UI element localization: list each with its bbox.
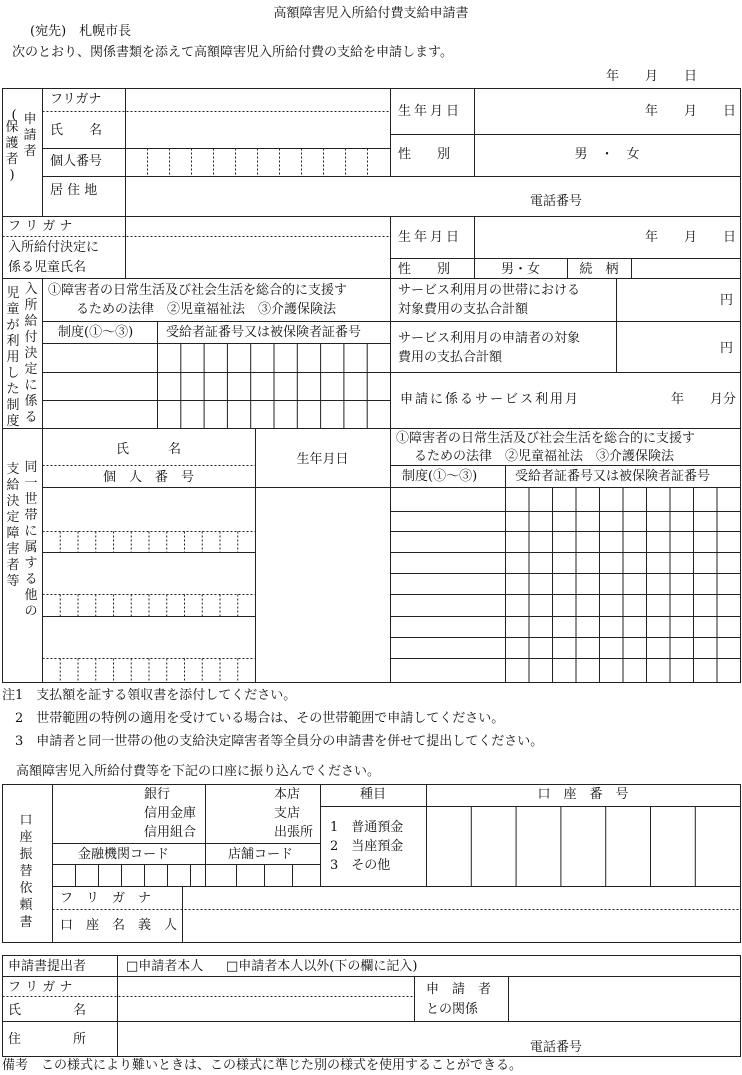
account-type-option-3[interactable]: 3 その他 [330,858,391,873]
note-1: 注1 支払額を証する領収書を添付してください。 [2,688,297,703]
child-furigana-field[interactable] [126,217,390,236]
submitter-relation-label-2: との関係 [426,1002,479,1017]
applicant-total-label-2: 費用の支払合計額 [398,350,503,365]
applicant-name-field[interactable] [126,112,390,148]
service-month-value[interactable]: 年 月分 [670,392,736,407]
applicant-total-field[interactable] [617,322,717,372]
household-law-line2: るための法律 ②児童福祉法 ③介護保険法 [414,449,675,464]
bank-name-field[interactable] [53,785,140,843]
intro-text: 次のとおり、関係書類を添えて高額障害児入所給付費の支給を申請します。 [12,45,453,60]
household-total-label-2: 対象費用の支払合計額 [398,302,529,317]
household-total-label-1: サービス利用月の世帯における [398,283,581,298]
system-col-header: 制度(①～③) [58,325,134,340]
branch-type-1: 本店 [274,787,301,802]
applicant-address-field[interactable] [126,177,740,216]
submitter-relation-label-1: 申 請 者 [426,982,492,997]
child-sex-value[interactable]: 男・女 [500,262,540,277]
child-furigana-label: フ リ ガ ナ [8,219,73,234]
account-number-label: 口 座 番 号 [537,787,629,802]
branch-code-label: 店舗コード [228,847,294,862]
application-date[interactable]: 年 月 日 [606,69,698,84]
child-birth-label: 生年月日 [398,230,463,245]
applicant-sex-value[interactable]: 男 ・ 女 [574,147,640,162]
applicant-name-label: 氏 名 [50,123,103,138]
form-title: 高額障害児入所給付費支給申請書 [273,6,469,21]
system-section-label-b: 児 童 が 利 用 し た 制 度 [6,286,20,429]
household-system-col: 制度(①～③) [402,469,478,484]
holder-name-field[interactable] [183,910,740,942]
applicant-total-label-1: サービス利用月の申請者の対象 [398,331,581,346]
submitter-relation-field[interactable] [509,977,740,1021]
bank-type-1: 銀行 [144,787,171,802]
bank-code-label: 金融機関コード [78,847,170,862]
submitter-label: 申請書提出者 [8,959,87,974]
submitter-option-other[interactable]: □申請者本人以外(下の欄に記入) [226,959,418,974]
bank-type-3: 信用組合 [144,825,197,840]
applicant-address-label: 居 住 地 [50,183,98,198]
submitter-name-label: 氏 名 [8,1003,87,1018]
addressee: (宛先) 札幌市長 [30,24,132,39]
submitter-address-field[interactable] [118,1022,740,1056]
account-type-option-1[interactable]: 1 普通預金 [330,820,404,835]
bank-intro: 高額障害児入所給付費等を下記の口座に振り込んでください。 [16,764,381,779]
guardian-label: 保 護 者 ) [5,120,19,183]
child-name-field[interactable] [126,237,390,278]
note-3: 3 申請者と同一世帯の他の支給決定障害者等全員分の申請書を併せて提出してください。 [2,734,544,749]
household-name-col: 氏 名 [115,442,181,457]
branch-type-3: 出張所 [274,825,314,840]
child-birth-value[interactable]: 年 月 日 [644,230,736,245]
remarks: 備考 この様式により難いときは、この様式に準じた別の様式を使用することができる。 [2,1058,523,1073]
applicant-total-yen: 円 [720,341,734,356]
account-type-label: 種目 [359,787,386,802]
holder-name-label: 口 座 名 義 人 [60,918,178,933]
account-type-option-2[interactable]: 2 当座預金 [330,839,404,854]
submitter-furigana-label: フ リ ガ ナ [8,980,73,995]
applicant-mynumber-label: 個人番号 [50,154,103,169]
system-section-label-a: 入 所 給 付 決 定 に 係 る [24,282,38,425]
system-law-line2: るための法律 ②児童福祉法 ③介護保険法 [76,302,337,317]
applicant-label: 申 請 者 [23,112,37,159]
household-section-label-b: 支 給 決 定 障 害 者 等 [6,462,20,589]
applicant-mynumber-field[interactable] [126,149,390,176]
household-total-field[interactable] [617,279,717,321]
branch-type-2: 支店 [274,806,301,821]
applicant-birth-label: 生年月日 [398,104,463,119]
holder-furigana-field[interactable] [183,887,740,909]
submitter-address-label: 住 所 [8,1032,87,1047]
household-mynumber-col: 個 人 番 号 [102,470,194,485]
submitter-phone-label: 電話番号 [530,1040,583,1055]
system-law-line1: ①障害者の日常生活及び社会生活を総合的に支援す [48,283,348,298]
cert-col-header: 受給者証番号又は被保険者証番号 [166,325,362,340]
applicant-sex-label: 性 別 [398,147,451,162]
submitter-option-self[interactable]: □申請者本人 [126,959,204,974]
household-birth-col: 生年月日 [296,452,349,467]
submitter-furigana-field[interactable] [118,977,414,996]
branch-name-field[interactable] [206,785,272,843]
bracket-open: ( [11,108,17,123]
household-law-line1: ①障害者の日常生活及び社会生活を総合的に支援す [396,431,696,446]
bank-type-2: 信用金庫 [144,806,197,821]
applicant-furigana-field[interactable] [126,89,390,111]
child-name-label-2: 係る児童氏名 [8,260,87,275]
service-month-label: 申請に係るサービス利用月 [400,392,581,407]
household-total-yen: 円 [720,293,734,308]
submitter-name-field[interactable] [118,997,414,1021]
note-2: 2 世帯範囲の特例の適用を受けている場合は、その世帯範囲で申請してください。 [2,711,505,726]
applicant-birth-value[interactable]: 年 月 日 [644,104,736,119]
child-relation-label: 続 柄 [579,262,619,277]
applicant-furigana-label: フリガナ [50,92,102,107]
child-sex-label: 性 別 [398,262,451,277]
holder-furigana-label: フ リ ガ ナ [60,891,152,906]
household-cert-col: 受給者証番号又は被保険者証番号 [515,469,711,484]
household-section-label-a: 同 一 世 帯 に 属 す る 他 の [24,460,38,619]
applicant-phone-label: 電話番号 [530,194,583,209]
bank-section-label: 口 座 振 替 依 頼 書 [19,813,33,930]
child-name-label-1: 入所給付決定に [8,240,100,255]
